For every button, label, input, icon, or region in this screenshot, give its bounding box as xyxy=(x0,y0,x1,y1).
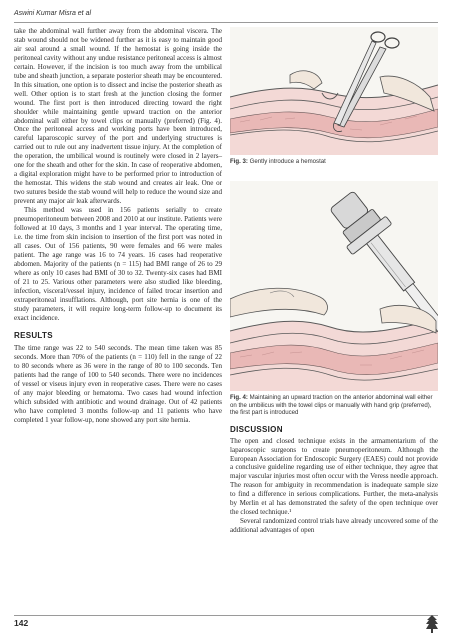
left-column xyxy=(14,27,222,425)
figure-4-label: Fig. 4: xyxy=(230,394,248,402)
footer-rule xyxy=(14,615,438,616)
header-rule xyxy=(14,22,438,23)
figure-4-illustration xyxy=(230,181,438,391)
running-head: Aswini Kumar Misra et al xyxy=(14,10,92,17)
discussion-heading: DISCUSSION xyxy=(230,424,283,434)
discussion-paragraph: The open and closed technique exists in the armamentarium of the laparoscopic surgeons to create pneumoperitoneum. Although the European Association for Endoscopic Surgery (EAES) could not provide a conclusive guideline regarding use of either technique, they agree that major vascular injuries most often occur with the Veress needle approach. The reason for ambiguity in recommendation is inadequate sample size to find a difference in serious complications. Further, the meta-analysis by Merlin et al has demonstrated the safety of the open technique over the closed technique.¹ xyxy=(230,436,438,517)
body-paragraph: take the abdominal wall further away from the abdominal viscera. The stab wound should not be widened further as it is easy to maintain good air seal around a small wound. If the hemostat is going inside the peritoneal cavity without any undue resistance peritoneal access is almost certain. However, if the incision is too much away from the umbilical tube and sheath junction, a separate posterior sheath may be encountered. In this situation, one option is to dissect and incise the posterior sheath as well. Other option is to start fresh at the junction closing the former wound. The first port is then introduced directing toward the right shoulder while maintaining gentle upward traction on the anterior abdominal wall either by towel clips or manually (preferred) (Fig. 4). Once the peritoneal access and working ports have been introduced, careful laparoscopic survey of the port and underlying structures is carried out to rule out any inadvertent tissue injury. At the completion of the operation, the umbilical wound is routinely were closed in 2 layers–one for the sheath and other for the skin. In case of reoperative abdomen, a digital exploration might have to be performed prior to introduction of the hemostat. This widens the stab wound and creates air leak. One or two sutures beside the stab wound will help to reduce the wound size and prevent any major air leak afterwards. xyxy=(14,27,222,206)
figure-3-caption xyxy=(230,158,438,165)
body-paragraph: This method was used in 156 patients serially to create pneumoperitoneum between 2008 and 2010 at our institute. Patients were followed at 10 days, 3 months and 1 year interval. The operating time, i.e. the time from skin incision to insertion of the first port was noted in all cases. Out of 156 patients, 90 were females and 66 were males patient. The age range was 16 to 74 years. 16 cases had reoperative abdomen. Majority of the patients (n = 115) had BMI range of 26 to 29 where as only 10 cases had BMI of 30 to 32. Twenty-six cases had BMI of 21 to 25. Various other parameters were also studied like bleeding, infection, visceral/vessel injury, incidence of failed trocar insertion and extraperitoneal insufflations. Although, port site hernia is one of the study parameters, it will require long-term follow-up to document its exact incidence. xyxy=(14,206,222,322)
discussion-paragraph: Several randomized control trials have already uncovered some of the additional advantages of open xyxy=(230,517,438,535)
page-number: 142 xyxy=(14,618,29,628)
figure-3-text: Gently introduce a hemostat xyxy=(249,158,326,165)
results-paragraph: The time range was 22 to 540 seconds. The mean time taken was 85 seconds. More than 70% of the patients (n = 110) fell in the range of 22 to 80 seconds where as 36 were in the range of 80 to 100 seconds. Ten patients had the range of 100 to 540 seconds. There were no incidences of vessel or viseus injury even in reoperative cases. There were no cases of any major bleeding or hematoma. Two cases had wound infection which subsided with antibiotic and wound drainage. Out of 42 patients who have completed 3 months follow-up and 11 patients who have completed 1 year follow-up, none showed any port site hernia. xyxy=(14,344,222,425)
right-column xyxy=(230,27,438,535)
figure-4-caption xyxy=(230,394,438,416)
discussion-text xyxy=(230,437,438,535)
figure-3-label: Fig. 3: xyxy=(230,158,248,165)
figure-4-text: Maintaining an upward traction on the anterior abdominal wall either on the umbilicus with the towel clips or manually with hand grip (preferred), the first part is introduced xyxy=(230,394,433,417)
results-heading: RESULTS xyxy=(14,331,53,341)
publisher-logo-icon xyxy=(425,614,439,634)
figure-3-illustration xyxy=(230,27,438,155)
